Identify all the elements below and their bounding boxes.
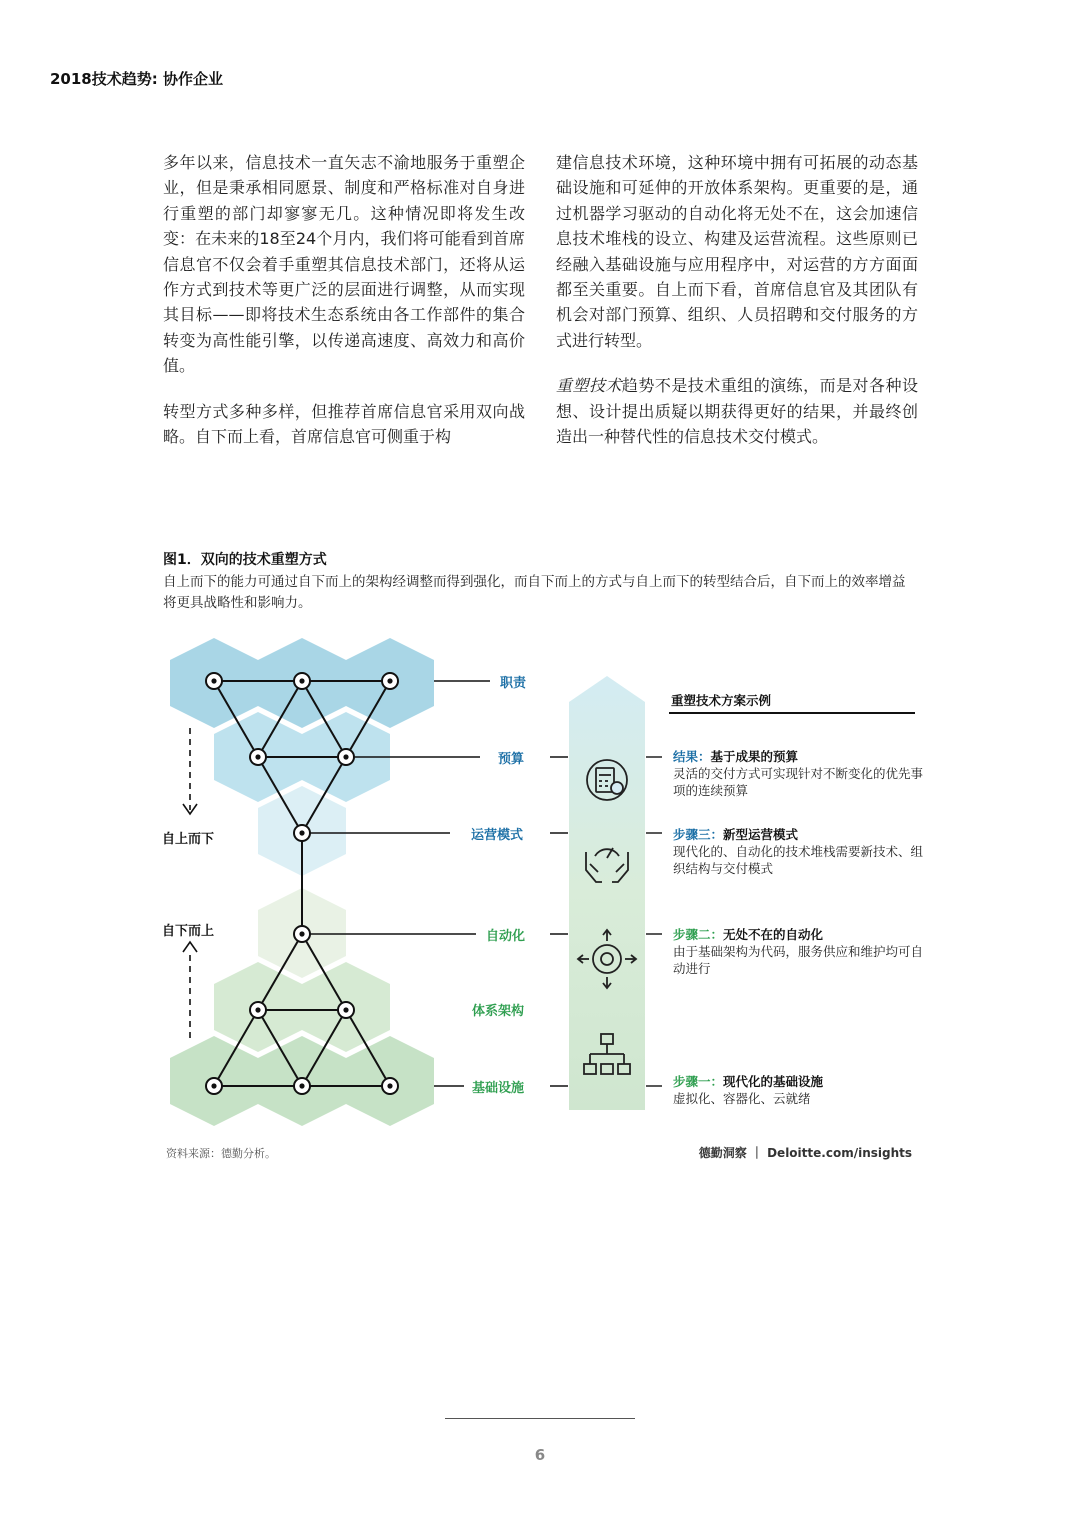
layer-label-automation: 自动化 (486, 929, 526, 944)
body-right-column (556, 150, 918, 469)
step-description: 灵活的交付方式可实现针对不断变化的优先事项的连续预算 (673, 766, 924, 798)
step-description: 现代化的、自动化的技术堆栈需要新技术、组织结构与交付模式 (673, 844, 924, 876)
bottom-up-label: 自下而上 (162, 924, 215, 939)
layer-label-infrastructure: 基础设施 (472, 1081, 525, 1096)
figure-caption: 自上而下的能力可通过自下而上的架构经调整而得到强化，而自下而上的方式与自上而下的转型结合后，自下而上的效率增益将更具战略性和影响力。 (163, 574, 906, 611)
step-three: 步骤三：新型运营模式 现代化的、自动化的技术堆栈需要新技术、组织结构与交付模式 (673, 826, 933, 877)
body-paragraph-rest: 趋势不是技术重组的演练，而是对各种设想、设计提出质疑以期获得更好的结果，并最终创造出一种替代性的信息技术交付模式。 (556, 376, 918, 447)
body-left-column (163, 150, 525, 469)
body-paragraph: 多年以来，信息技术一直矢志不渝地服务于重塑企业，但是秉承相同愿景、制度和严格标准对自身进行重塑的部门却寥寥无几。这种情况即将发生改变：在未来的18至24个月内，我们将可能看到首席信息官不仅会着手重塑其信息技术部门，还将从运作方式到技术等更广泛的层面进行调整，从而实现其目标——即将技术生态系统由各工作部件的集合转变为高性能引擎，以传递高速度、高效力和高价值。 (163, 153, 525, 376)
step-two: 步骤二：无处不在的自动化 由于基础架构为代码，服务供应和维护均可自动进行 (673, 926, 933, 977)
page-number: 6 (534, 1446, 546, 1464)
brand-credit: 德勤洞察 ｜ Deloitte.com/insights (698, 1146, 912, 1160)
layer-label-architecture: 体系架构 (472, 1004, 525, 1019)
layer-label-operating-model: 运营模式 (471, 828, 524, 843)
step-one: 步骤一：现代化的基础设施 虚拟化、容器化、云就绪 (673, 1073, 933, 1107)
figure-source: 资料来源：德勤分析。 (166, 1147, 276, 1160)
figure-diagram (150, 620, 930, 1130)
layer-label-budget: 预算 (498, 752, 525, 767)
figure-title: 图1．双向的技术重塑方式 (163, 552, 327, 568)
trend-name: 重塑技术 (556, 376, 622, 396)
body-paragraph (556, 373, 918, 449)
body-paragraph: 建信息技术环境，这种环境中拥有可拓展的动态基础设施和可延伸的开放体系架构。更重要的是，通过机器学习驱动的自动化将无处不在，这会加速信息技术堆栈的设立、构建及运营流程。这些原则已经融入基础设施与应用程序中，对运营的方方面面都至关重要。自上而下看，首席信息官及其团队有机会对部门预算、组织、人员招聘和交付服务的方式进行转型。 (556, 153, 918, 350)
direction-arrows (183, 728, 197, 1038)
running-title: 2018技术趋势: 协作企业 (50, 70, 223, 88)
step-outcome: 结果：基于成果的预算 灵活的交付方式可实现针对不断变化的优先事项的连续预算 (673, 748, 933, 799)
layer-label-responsibility: 职责 (500, 676, 527, 691)
footer-divider (445, 1418, 635, 1419)
top-down-label: 自上而下 (162, 832, 215, 847)
step-description: 虚拟化、容器化、云就绪 (673, 1091, 811, 1106)
examples-divider (669, 712, 915, 714)
examples-title: 重塑技术方案示例 (671, 693, 772, 708)
body-paragraph: 转型方式多种多样，但推荐首席信息官采用双向战略。自下而上看，首席信息官可侧重于构 (163, 401, 525, 447)
step-description: 由于基础架构为代码，服务供应和维护均可自动进行 (673, 944, 924, 976)
